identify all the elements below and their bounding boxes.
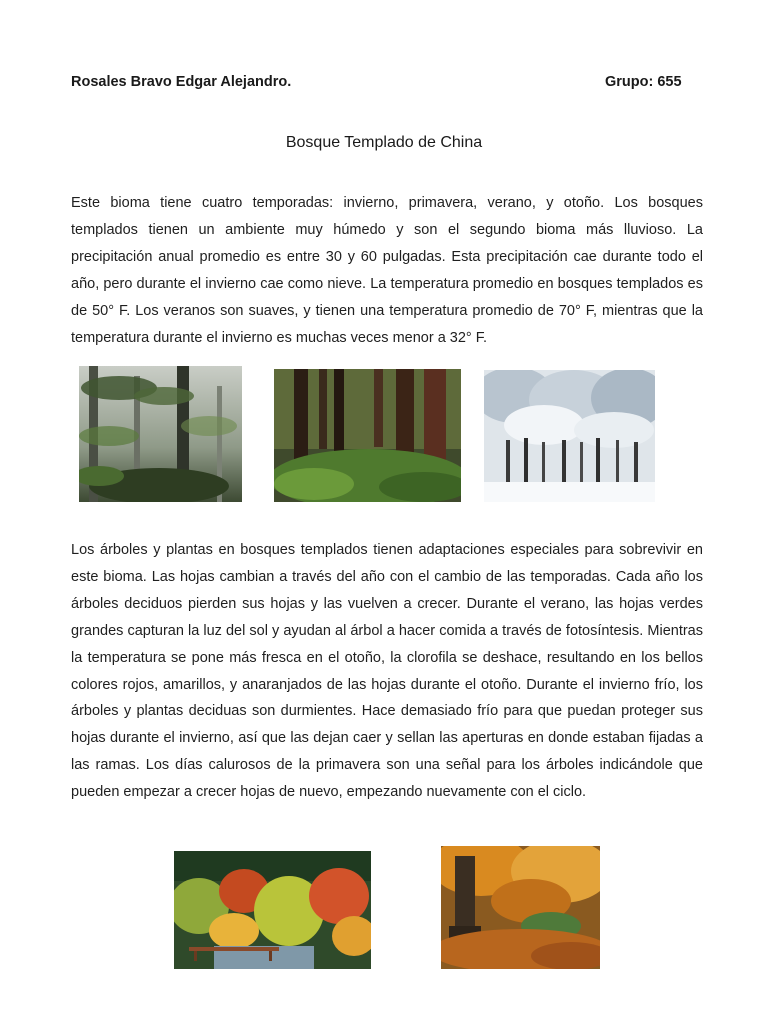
snowy-forest-photo — [484, 370, 655, 502]
paragraph-climate: Este bioma tiene cuatro temporadas: invierno, primavera, verano, y otoño. Los bosques templados tienen un ambiente muy húmedo y son el segundo bioma más lluvioso. La precipitación anual promedio es entre 30 y 60 pulgadas. Esta precipitación cae durante todo el año, pero durante el invierno cae como nieve. La temperatura promedio en bosques templados es de 50° F. Los veranos son suaves, y tienen una temperatura promedio de 70° F, mientras que la temperatura durante el invierno es muchas veces menor a 32° F. — [71, 195, 703, 346]
group-number: Grupo: 655 — [605, 74, 682, 90]
author-name: Rosales Bravo Edgar Alejandro. — [71, 74, 292, 90]
autumn-river-photo — [174, 851, 371, 969]
misty-fern-forest-photo — [79, 366, 242, 502]
autumn-forest-floor-photo — [441, 846, 600, 969]
document-title: Bosque Templado de China — [285, 134, 483, 151]
paragraph-adaptations: Los árboles y plantas en bosques templados tienen adaptaciones especiales para sobrevivir en este bioma. Las hojas cambian a través del año con el cambio de las temporadas. Cada año los árboles deciduos pierden sus hojas y las vuelven a crecer. Durante el verano, las hojas verdes grandes capturan la luz del sol y ayudan al árbol a hacer comida a través de fotosíntesis. Mientras la temperatura se pone más fresca en el otoño, la clorofila se deshace, resultando en los bellos colores rojos, amarillos, y anaranjados de las hojas durante el otoño. Durante el invierno frío, los árboles y plantas deciduas son durmientes. Hace demasiado frío para que puedan proteger sus hojas durante el invierno, así que las dejan caer y sellan las aperturas en donde estaban fijadas a las ramas. Los días calurosos de la primavera son una señal para los árboles indicándole que pueden empezar a crecer hojas de nuevo, empezando nuevamente con el ciclo. — [71, 542, 703, 801]
redwood-forest-photo — [274, 369, 461, 502]
